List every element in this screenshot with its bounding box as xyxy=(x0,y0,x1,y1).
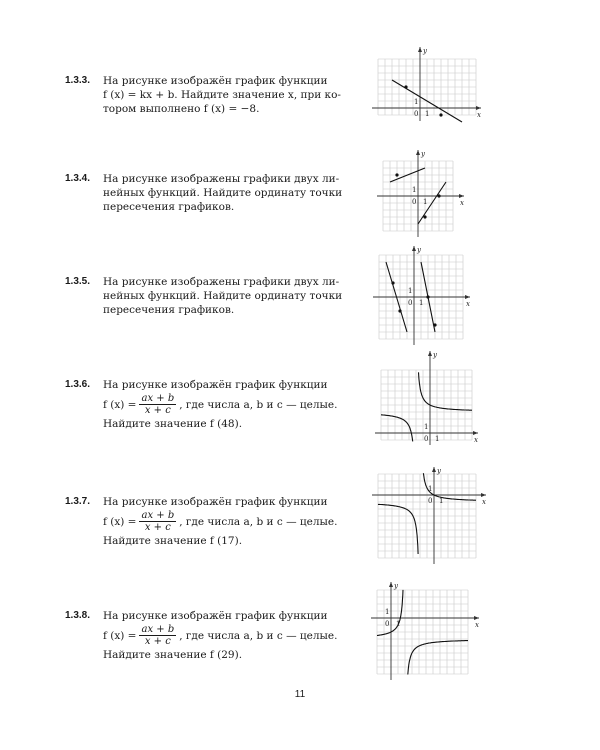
formula-tail: , где числа a, b и c — целые. xyxy=(179,515,338,528)
formula-fx: f (x) = xyxy=(103,629,137,642)
fraction-denominator: x + c xyxy=(144,636,171,647)
x-tick-label: 1 xyxy=(396,620,401,628)
formula-row xyxy=(103,510,338,533)
formula-fraction xyxy=(139,624,176,647)
origin-label: 0 xyxy=(424,435,429,443)
problem-number: 1.3.6. xyxy=(65,379,91,390)
x-tick-label: 1 xyxy=(423,198,428,206)
problem-1-3-4 xyxy=(65,172,343,214)
problem-text-line: Найдите значение f (29). xyxy=(103,649,243,661)
x-axis-arrow xyxy=(459,194,464,198)
x-tick-label: 1 xyxy=(435,435,440,443)
fraction-numerator: ax + b xyxy=(141,624,175,635)
x-axis-label: x xyxy=(482,498,486,506)
y-axis-label: y xyxy=(394,582,398,590)
origin-label: 0 xyxy=(408,299,413,307)
y-axis-arrow xyxy=(412,246,416,251)
hyperbola-right-branch xyxy=(408,641,468,675)
y-tick-label: 1 xyxy=(408,287,413,295)
problem-text-line: На рисунке изображён график функции xyxy=(103,610,328,622)
problem-1-3-7 xyxy=(65,495,338,548)
y-axis-label: y xyxy=(421,150,425,158)
graph-1-3-3 xyxy=(367,45,483,125)
x-tick-label: 1 xyxy=(439,497,444,505)
fraction-denominator: x + c xyxy=(144,522,171,533)
problem-text-line: пересечения графиков. xyxy=(103,201,235,213)
x-axis-arrow xyxy=(473,431,478,435)
y-axis-arrow xyxy=(432,467,436,472)
formula-fraction xyxy=(139,393,176,416)
problem-1-3-6 xyxy=(65,378,338,431)
y-axis-label: y xyxy=(437,467,441,475)
problem-text-line: На рисунке изображён график функции xyxy=(103,379,328,391)
origin-label: 0 xyxy=(385,620,390,628)
problem-1-3-3 xyxy=(65,74,341,116)
problem-text-line: пересечения графиков. xyxy=(103,304,235,316)
y-axis-label: y xyxy=(433,351,437,359)
problem-text-line: На рисунке изображены графики двух ли- xyxy=(103,276,340,288)
problem-number: 1.3.7. xyxy=(65,496,91,507)
line-point xyxy=(391,281,394,284)
problem-text-line: тором выполнено f (x) = −8. xyxy=(103,103,260,115)
line-point xyxy=(423,215,426,218)
line-point xyxy=(404,85,407,88)
problem-number: 1.3.5. xyxy=(65,276,91,287)
y-tick-label: 1 xyxy=(424,423,429,431)
graph-1-3-5 xyxy=(372,244,472,346)
x-axis-label: x xyxy=(475,621,479,629)
problem-text-line: нейных функций. Найдите ординату точки xyxy=(103,290,343,302)
x-tick-label: 1 xyxy=(419,299,424,307)
line-point xyxy=(398,309,401,312)
x-axis-label: x xyxy=(460,199,464,207)
y-axis-arrow xyxy=(418,47,422,52)
y-axis-arrow xyxy=(428,351,432,356)
line-point xyxy=(437,194,440,197)
y-axis-arrow xyxy=(416,150,420,155)
fraction-numerator: ax + b xyxy=(141,510,175,521)
graph-1-3-8 xyxy=(371,580,481,688)
fraction-numerator: ax + b xyxy=(141,393,175,404)
y-axis-label: y xyxy=(417,246,421,254)
x-axis-arrow xyxy=(476,106,481,110)
x-axis-label: x xyxy=(466,300,470,308)
problem-1-3-5 xyxy=(65,275,343,317)
x-axis-label: x xyxy=(474,436,478,444)
y-axis-label: y xyxy=(423,47,427,55)
line-point xyxy=(426,295,429,298)
origin-label: 0 xyxy=(412,198,417,206)
x-axis-arrow xyxy=(474,616,479,620)
formula-row xyxy=(103,393,338,416)
y-tick-label: 1 xyxy=(428,485,433,493)
problem-text-line: На рисунке изображён график функции xyxy=(103,496,328,508)
problem-text-line: f (x) = kx + b. Найдите значение x, при ко- xyxy=(103,89,341,101)
hyperbola-left-branch xyxy=(378,504,418,554)
formula-fx: f (x) = xyxy=(103,398,137,411)
problem-number: 1.3.4. xyxy=(65,173,91,184)
origin-label: 0 xyxy=(414,110,419,118)
graph-1-3-7 xyxy=(366,465,488,570)
graph-1-3-4 xyxy=(372,148,466,238)
x-tick-label: 1 xyxy=(425,110,430,118)
formula-fraction xyxy=(139,510,176,533)
problem-text-line: На рисунке изображены графики двух ли- xyxy=(103,173,340,185)
x-axis-arrow xyxy=(465,295,470,299)
graph-1-3-6 xyxy=(367,349,480,445)
problem-text-line: нейных функций. Найдите ординату точки xyxy=(103,187,343,199)
page-number: 11 xyxy=(294,689,306,700)
y-tick-label: 1 xyxy=(414,98,419,106)
x-axis-label: x xyxy=(477,111,481,119)
problem-number: 1.3.8. xyxy=(65,610,91,621)
formula-fx: f (x) = xyxy=(103,515,137,528)
formula-tail: , где числа a, b и c — целые. xyxy=(179,629,338,642)
problem-text-line: Найдите значение f (17). xyxy=(103,535,243,547)
y-tick-label: 1 xyxy=(412,186,417,194)
y-axis-arrow xyxy=(389,582,393,587)
y-tick-label: 1 xyxy=(385,608,390,616)
line-point xyxy=(439,113,442,116)
line-point xyxy=(433,323,436,326)
problem-number: 1.3.3. xyxy=(65,75,91,86)
problem-text-line: Найдите значение f (48). xyxy=(103,418,243,430)
fraction-denominator: x + c xyxy=(144,405,171,416)
formula-row xyxy=(103,624,338,647)
problem-text-line: На рисунке изображён график функции xyxy=(103,75,328,87)
formula-tail: , где числа a, b и c — целые. xyxy=(179,398,338,411)
problem-1-3-8 xyxy=(65,609,338,662)
line-point xyxy=(395,173,398,176)
origin-label: 0 xyxy=(428,497,433,505)
x-axis-arrow xyxy=(481,493,486,497)
